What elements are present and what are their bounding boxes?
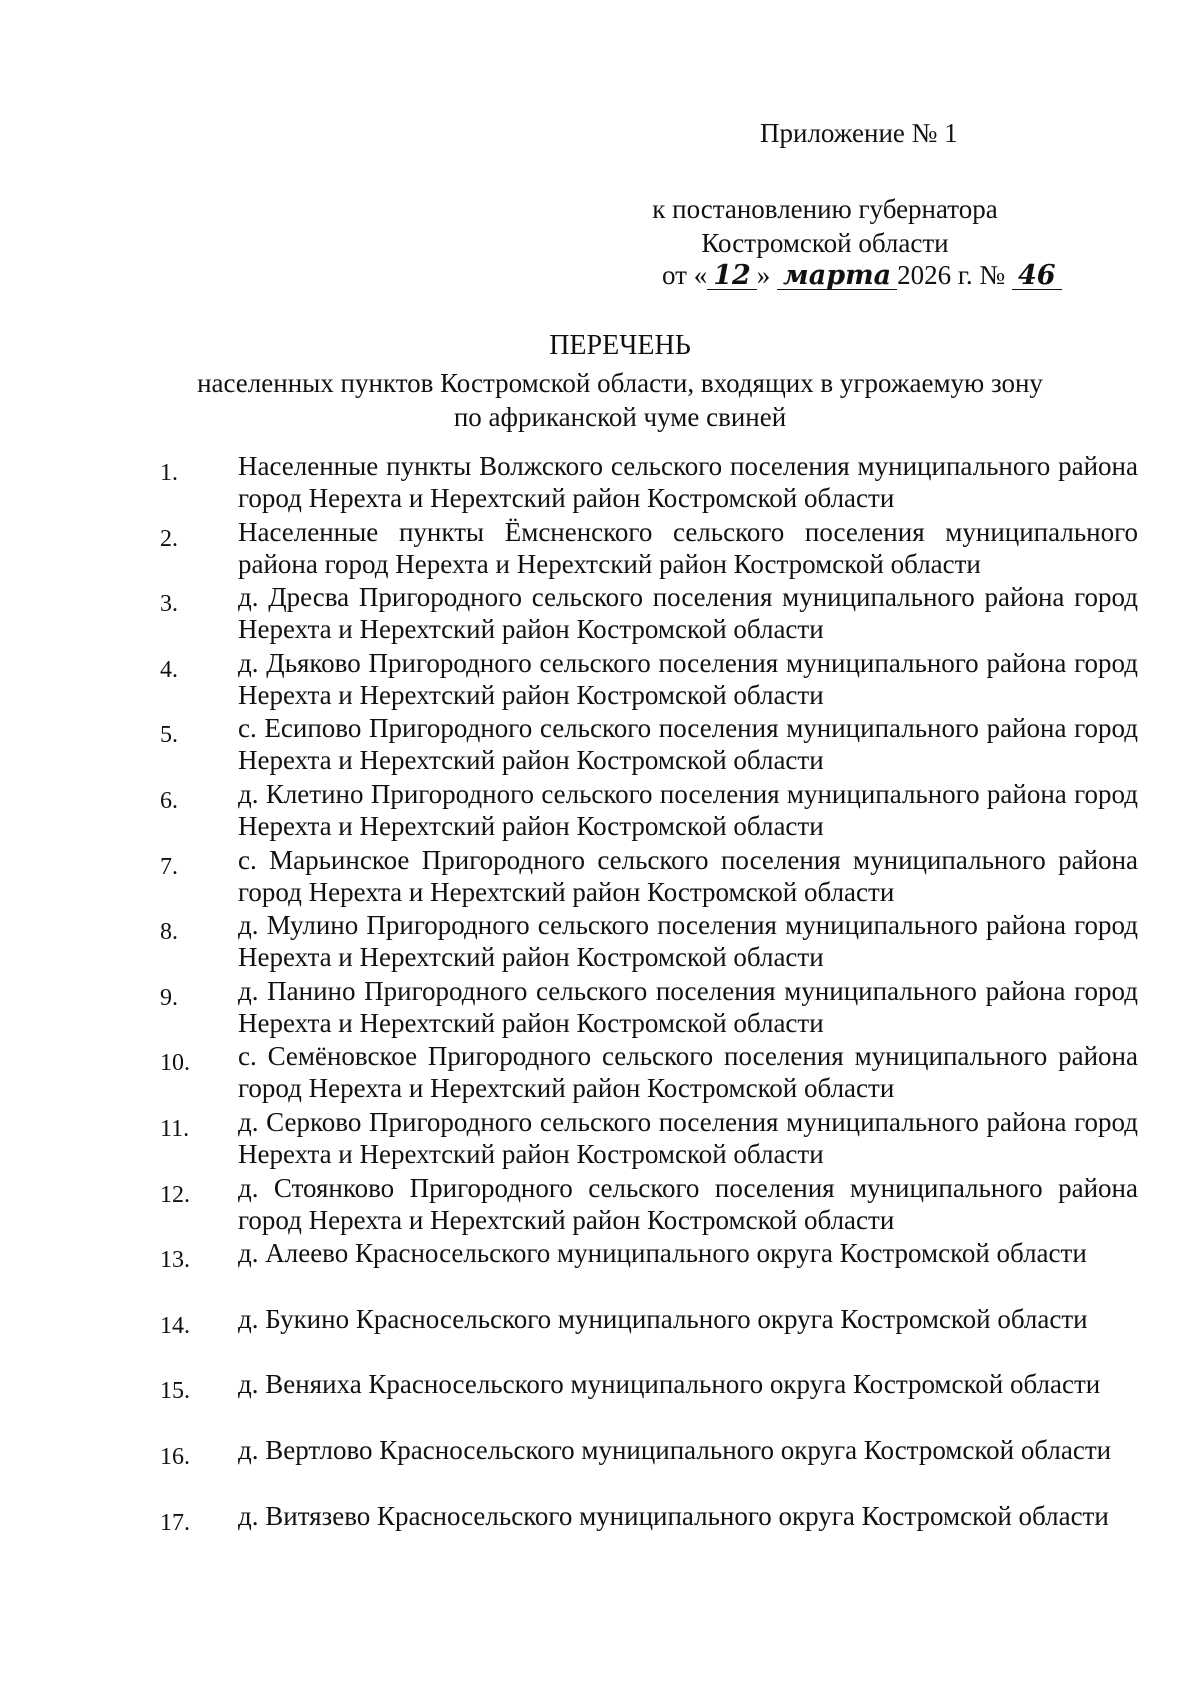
- resolution-line-2: Костромской области: [701, 228, 949, 258]
- list-item: [160, 1237, 1140, 1303]
- handwritten-doc-number: 46: [1012, 263, 1062, 290]
- list-item-number: 2.: [160, 525, 178, 552]
- list-item-text: Населенные пункты Волжского сельского поселения муниципального района город Нерехта и Нерехтский район Костромской области: [238, 451, 1138, 513]
- list-item: [160, 647, 1140, 713]
- document-title: ПЕРЕЧЕНЬ: [549, 330, 691, 361]
- list-item-text: д. Дресва Пригородного сельского поселения муниципального района город Нерехта и Нерехтский район Костромской области: [238, 582, 1138, 645]
- list-item-text: д. Клетино Пригородного сельского поселения муниципального района город Нерехта и Нерехтский район Костромской области: [238, 778, 1138, 841]
- list-item-text: д. Панино Пригородного сельского поселения муниципального района город Нерехта и Нерехтский район Костромской области: [238, 975, 1138, 1038]
- list-item-number: 9.: [160, 984, 178, 1011]
- list-item: [160, 975, 1140, 1041]
- appendix-label: Приложение № 1: [760, 118, 958, 148]
- list-item-number: 8.: [160, 919, 178, 946]
- resolution-line-1: к постановлению губернатора: [652, 194, 998, 224]
- list-item: [160, 1368, 1140, 1434]
- list-item: [160, 1106, 1140, 1172]
- list-item-number: 4.: [160, 656, 178, 683]
- list-item-text: д. Алеево Красносельского муниципального округа Костромской области: [238, 1238, 1087, 1269]
- list-item-number: 13.: [160, 1247, 190, 1274]
- list-item: [160, 1303, 1140, 1369]
- list-item-text: д. Стоянково Пригородного сельского поселения муниципального района город Нерехта и Нерехтский район Костромской области: [238, 1172, 1138, 1235]
- document-subtitle: [120, 366, 1120, 434]
- list-item-number: 10.: [160, 1050, 190, 1077]
- list-item-number: 5.: [160, 722, 178, 749]
- list-item: [160, 778, 1140, 844]
- list-item: [160, 1172, 1140, 1238]
- list-item: [160, 450, 1140, 516]
- list-item: [160, 712, 1140, 778]
- subtitle-line-2: по африканской чуме свиней: [453, 402, 787, 432]
- list-item-text: с. Марьинское Пригородного сельского поселения муниципального района город Нерехта и Нерехтский район Костромской области: [238, 844, 1138, 907]
- list-item: [160, 516, 1140, 582]
- list-item-text: д. Вертлово Красносельского муниципального округа Костромской области: [238, 1434, 1112, 1465]
- list-item-number: 7.: [160, 853, 178, 880]
- resolution-reference: [610, 192, 1040, 260]
- list-item-text: с. Семёновское Пригородного сельского поселения муниципального района город Нерехта и Нерехтский район Костромской области: [238, 1041, 1138, 1104]
- list-item-text: д. Витязево Красносельского муниципального округа Костромской области: [238, 1500, 1109, 1531]
- list-item-text: д. Дьяково Пригородного сельского поселения муниципального района город Нерехта и Нерехтский район Костромской области: [238, 647, 1138, 710]
- handwritten-day: 12: [707, 263, 757, 290]
- settlement-list: [160, 450, 1140, 1565]
- list-item: [160, 844, 1140, 910]
- list-item: [160, 1434, 1140, 1500]
- list-item-number: 12.: [160, 1181, 190, 1208]
- list-item-number: 3.: [160, 591, 178, 618]
- date-line: [662, 260, 1062, 291]
- list-item-number: 16.: [160, 1443, 190, 1470]
- handwritten-month: марта: [777, 263, 897, 290]
- list-item-number: 1.: [160, 460, 178, 486]
- list-item-text: с. Есипово Пригородного сельского поселения муниципального района город Нерехта и Нерехтский район Костромской области: [238, 713, 1138, 776]
- list-item-text: д. Серково Пригородного сельского поселения муниципального района город Нерехта и Нерехтский район Костромской области: [238, 1106, 1138, 1169]
- list-item-text: д. Букино Красносельского муниципального округа Костромской области: [238, 1303, 1088, 1334]
- list-item-number: 17.: [160, 1509, 190, 1536]
- list-item-text: д. Веняиха Красносельского муниципального округа Костромской области: [238, 1369, 1101, 1400]
- date-year: 2026 г. №: [897, 260, 1006, 290]
- date-prefix: от «: [662, 260, 708, 290]
- list-item: [160, 1040, 1140, 1106]
- list-item-number: 11.: [160, 1115, 190, 1142]
- list-item-number: 6.: [160, 787, 178, 814]
- list-item: [160, 1500, 1140, 1566]
- list-item-number: 14.: [160, 1312, 190, 1339]
- list-item: [160, 909, 1140, 975]
- list-item-text: д. Мулино Пригородного сельского поселения муниципального района город Нерехта и Нерехтский район Костромской области: [238, 910, 1138, 973]
- list-item-number: 15.: [160, 1378, 190, 1405]
- date-mid: »: [756, 260, 771, 290]
- list-item: [160, 581, 1140, 647]
- subtitle-line-1: населенных пунктов Костромской области, входящих в угрожаемую зону: [197, 368, 1043, 398]
- list-item-text: Населенные пункты Ёмсненского сельского поселения муниципального района город Нерехта и Нерехтский район Костромской области: [238, 516, 1138, 579]
